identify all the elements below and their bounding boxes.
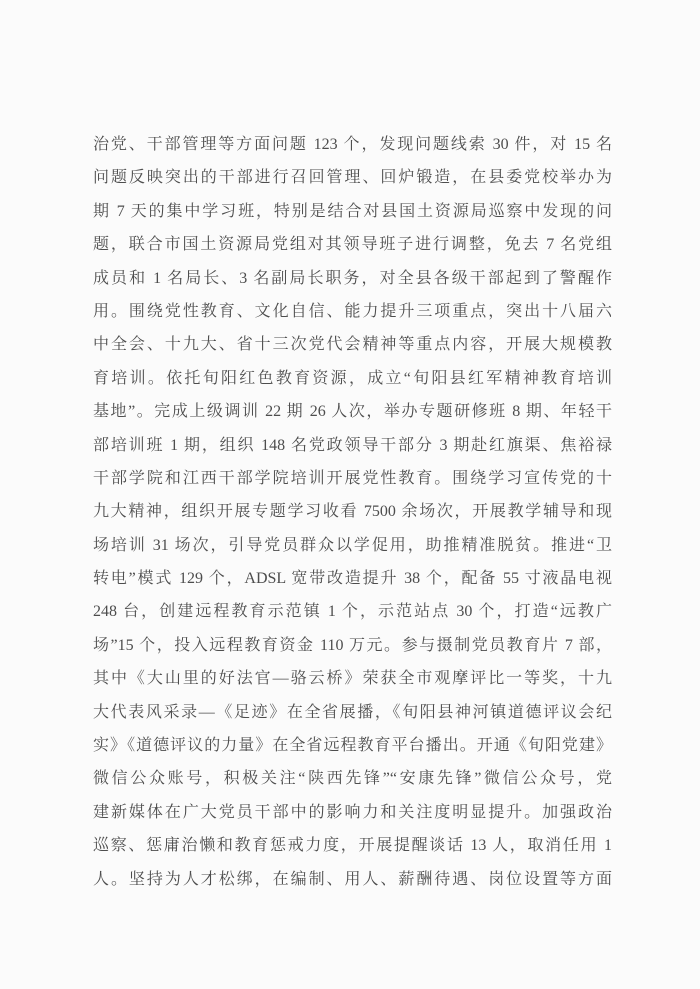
text-line: 场培训 31 场次，引导党员群众以学促用，助推精准脱贫。推进“卫	[93, 536, 612, 554]
text-line: 干部学院和江西干部学院培训开展党性教育。围绕学习宣传党的十	[93, 469, 612, 487]
text-line: 巡察、惩庸治懒和教育惩戒力度，开展提醒谈话 13 人，取消任用 1	[93, 837, 612, 855]
text-line: 育培训。依托旬阳红色教育资源，成立“旬阳县红军精神教育培训	[93, 369, 612, 387]
text-line: 问题反映突出的干部进行召回管理、回炉锻造，在县委党校举办为	[93, 169, 612, 187]
text-line: 其中《大山里的好法官—骆云桥》荣获全市观摩评比一等奖，十九	[93, 670, 612, 688]
text-line: 实》《道德评议的力量》在全省远程教育平台播出。开通《旬阳党建》	[93, 737, 612, 755]
text-line: 大代表风采录—《足迹》在全省展播，《旬阳县神河镇道德评议会纪	[93, 703, 612, 721]
text-line: 转电”模式 129 个，ADSL 宽带改造提升 38 个，配备 55 寸液晶电视	[93, 570, 612, 588]
text-line: 基地”。完成上级调训 22 期 26 人次，举办专题研修班 8 期、年轻干	[93, 403, 612, 421]
page-text	[93, 128, 612, 896]
text-line: 期 7 天的集中学习班，特别是结合对县国土资源局巡察中发现的问	[93, 202, 612, 220]
text-line: 题，联合市国土资源局党组对其领导班子进行调整，免去 7 名党组	[93, 236, 612, 254]
text-line: 248 台，创建远程教育示范镇 1 个，示范站点 30 个，打造“远教广	[93, 603, 612, 621]
text-line: 中全会、十九大、省十三次党代会精神等重点内容，开展大规模教	[93, 336, 612, 354]
text-line: 建新媒体在广大党员干部中的影响力和关注度明显提升。加强政治	[93, 803, 612, 821]
text-line: 场”15 个，投入远程教育资金 110 万元。参与摄制党员教育片 7 部，	[93, 636, 612, 654]
text-line: 九大精神，组织开展专题学习收看 7500 余场次，开展教学辅导和现	[93, 503, 612, 521]
text-line: 治党、干部管理等方面问题 123 个，发现问题线索 30 件，对 15 名	[93, 136, 612, 153]
text-line: 微信公众账号，积极关注“陕西先锋”“安康先锋”微信公众号，党	[93, 770, 612, 788]
text-line: 人。坚持为人才松绑，在编制、用人、薪酬待遇、岗位设置等方面	[93, 870, 612, 888]
text-line: 成员和 1 名局长、3 名副局长职务，对全县各级干部起到了警醒作	[93, 269, 612, 287]
text-line: 部培训班 1 期，组织 148 名党政领导干部分 3 期赴红旗渠、焦裕禄	[93, 436, 612, 454]
text-line: 用。围绕党性教育、文化自信、能力提升三项重点，突出十八届六	[93, 302, 612, 320]
